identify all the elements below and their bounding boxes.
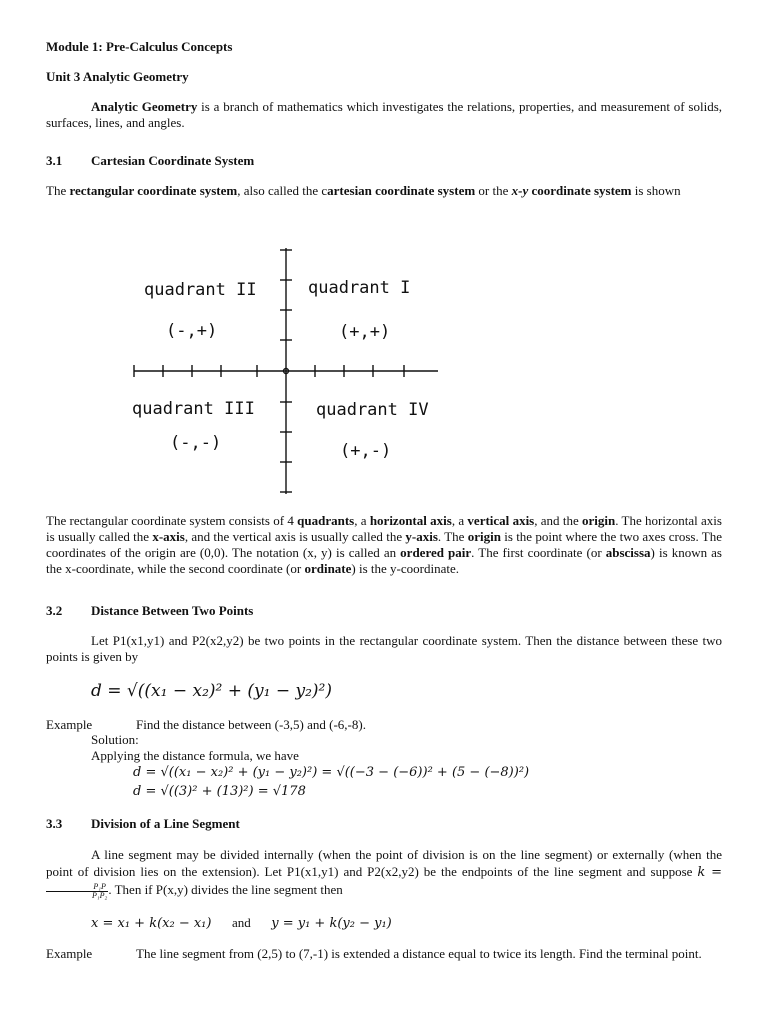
example-label: Example <box>46 717 93 732</box>
intro-term: Analytic Geometry <box>91 99 198 114</box>
section-3-3-paragraph <box>46 846 722 900</box>
text-run: ) is the y-coordinate. <box>351 561 459 576</box>
section-3-3-heading <box>46 816 722 832</box>
bold-term: horizontal axis <box>369 513 452 528</box>
bold-term: quadrants <box>297 513 355 528</box>
text-run: , a <box>354 513 370 528</box>
k-symbol: k = <box>697 865 722 880</box>
term-coordinate-system: coordinate system <box>528 183 632 198</box>
intro-rest: is a branch of mathematics which investigates the relations, properties, and measurement of solids, surfaces, lines, and angles. <box>46 99 722 130</box>
text-run: . Then if P(x,y) divides the line segment then <box>108 882 343 897</box>
intro-paragraph <box>46 99 722 131</box>
section-number: 3.2 <box>46 603 63 618</box>
text-run: A line segment may be divided internally (when the point of division is on the line segment) or externally (when the point of division lies on the extension). Let P1(x1,y1) and P2(x2,y2) be the endpoints of the line segment and suppose <box>46 847 722 879</box>
module-title: Module 1: Pre-Calculus Concepts <box>46 39 233 54</box>
bold-term: origin <box>582 513 616 528</box>
text-run: , and the vertical axis is usually called the <box>184 529 406 544</box>
division-formulas <box>91 915 767 932</box>
text-run: , also called the c <box>237 183 328 198</box>
y-formula: y = y₁ + k(y₂ − y₁) <box>271 916 392 931</box>
x-formula: x = x₁ + k(x₂ − x₁) <box>91 916 212 931</box>
text-run: , and the <box>534 513 583 528</box>
k-denominator: P₁P₂ <box>92 890 108 900</box>
text-run: . The first coordinate (or <box>471 545 606 560</box>
section-title: Division of a Line Segment <box>91 816 240 831</box>
bold-term: origin <box>467 529 501 544</box>
text-run: The rectangular coordinate system consists of 4 <box>46 513 298 528</box>
text-run: , a <box>451 513 468 528</box>
unit-title: Unit 3 Analytic Geometry <box>46 69 189 84</box>
section-3-1-heading <box>46 153 722 169</box>
term-cartesian: artesian coordinate system <box>327 183 476 198</box>
section-title: Distance Between Two Points <box>91 603 254 618</box>
section-3-2-heading <box>46 603 722 619</box>
text-run: . The horizontal axis is usually called the <box>46 513 722 544</box>
text-run: is the point where the two axes cross. The coordinates of the origin are (0,0). The notation (x, y) is called an <box>46 529 723 560</box>
example-text: The line segment from (2,5) to (7,-1) is extended a distance equal to twice its length. Find the terminal point. <box>136 946 702 961</box>
example-1 <box>46 717 722 733</box>
and-word: and <box>231 915 251 930</box>
text-run: The <box>46 183 70 198</box>
k-fraction <box>46 883 108 900</box>
bold-term: ordinate <box>304 561 352 576</box>
quadrant-2-label: quadrant II <box>144 280 257 300</box>
distance-formula: d = √((x₁ − x₂)² + (y₁ − y₂)²) <box>91 681 332 701</box>
section-3-2-paragraph: Let P1(x1,y1) and P2(x2,y2) be two points in the rectangular coordinate system. Then the distance between these two points is given by <box>46 633 722 664</box>
quadrant-1-sign: (+,+) <box>339 322 391 342</box>
term-rectangular: rectangular coordinate system <box>69 183 238 198</box>
section-number: 3.3 <box>46 816 63 831</box>
text-run: ) is known as the x-coordinate, while the second coordinate (or <box>46 545 722 576</box>
bold-term: abscissa <box>605 545 651 560</box>
coordinate-diagram <box>120 240 450 500</box>
solution-step-1: d = √((x₁ − x₂)² + (y₁ − y₂)²) = √((−3 − (−6))² + (5 − (−8))²) <box>133 765 530 780</box>
text-run: is shown <box>631 183 681 198</box>
term-xy: x-y <box>511 183 529 198</box>
example-2 <box>46 946 722 962</box>
bold-term: y-axis <box>405 529 438 544</box>
section-3-1-paragraph <box>46 183 722 199</box>
quadrant-4-sign: (+,-) <box>340 441 392 461</box>
solution-step-2: d = √((3)² + (13)²) = √178 <box>133 784 306 799</box>
quadrant-4-label: quadrant IV <box>316 400 429 420</box>
section-3-1-description <box>46 513 722 577</box>
quadrant-3-label: quadrant III <box>132 399 255 419</box>
bold-term: vertical axis <box>467 513 535 528</box>
quadrant-3-sign: (-,-) <box>170 433 222 453</box>
example-text: Find the distance between (-3,5) and (-6,-8). <box>136 717 366 732</box>
text-run: . The <box>437 529 468 544</box>
section-number: 3.1 <box>46 153 63 168</box>
section-title: Cartesian Coordinate System <box>91 153 255 168</box>
applying-text: Applying the distance formula, we have <box>91 748 299 763</box>
quadrant-1-label: quadrant I <box>308 278 411 298</box>
example-label: Example <box>46 946 93 961</box>
solution-label: Solution: <box>91 732 139 747</box>
bold-term: ordered pair <box>400 545 472 560</box>
text-run: or the <box>475 183 512 198</box>
k-numerator: P₁P <box>46 883 108 892</box>
quadrant-2-sign: (-,+) <box>166 321 218 341</box>
bold-term: x-axis <box>152 529 185 544</box>
